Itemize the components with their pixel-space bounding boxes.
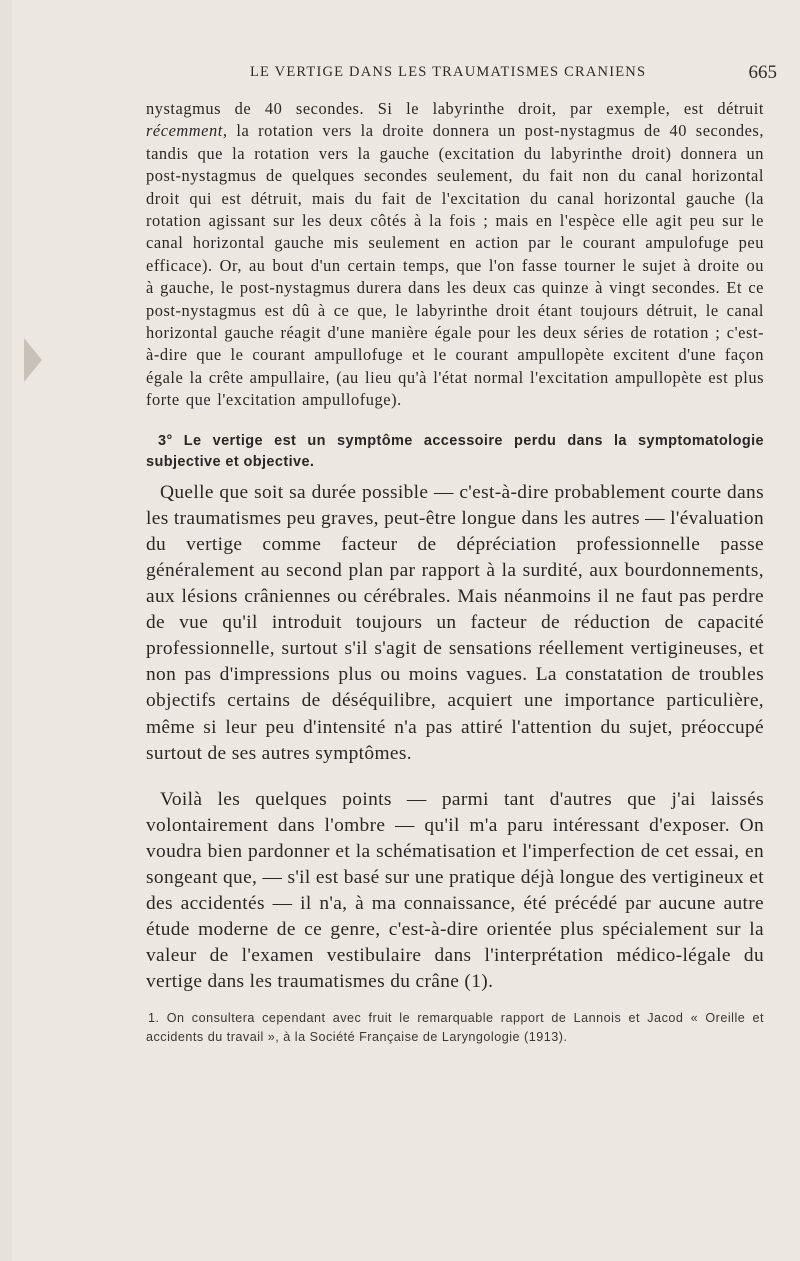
section-heading: 3° Le vertige est un symptôme accessoire perdu dans la symptomatologie subjective et objective.	[146, 432, 764, 470]
paragraph-continuation	[146, 98, 764, 412]
paragraph-1-suffix: , la rotation vers la droite donnera un post-nystagmus de 40 secondes, tandis que la rotation vers la gauche (excitation du labyrinthe droit) donnera un post-nystagmus de quelques secondes seulement, du fait non du canal horizontal droit qui est détruit, mais du fait de l'excitation du canal horizontal gauche (la rotation agissant sur les deux côtés à la fois ; mais en l'espèce elle agit peu sur le canal horizontal gauche mis seulement en action par le courant ampulofuge peu efficace). Or, au bout d'un certain temps, que l'on fasse tourner le sujet à droite ou à gauche, le post-nystagmus durera dans les deux cas quinze à vingt secondes. Et ce post-nystagmus est dû à ce que, le labyrinthe droit étant toujours détruit, le canal horizontal gauche réagit d'une manière égale pour les deux séries de rotation ; c'est-à-dire que le courant ampullofuge et le courant ampullopète excitent d'une façon égale la crête ampullaire, (au lieu qu'à l'état normal l'excitation ampullopète est plus forte que l'excitation ampullofuge).	[146, 121, 764, 410]
footnote: 1. On consultera cependant avec fruit le remarquable rapport de Lannois et Jacod « Oreille et accidents du travail », à la Société Française de Laryngologie (1913).	[146, 1011, 764, 1044]
page-number: 665	[748, 62, 777, 83]
emphasis-recemment: récemment	[146, 121, 223, 141]
page-body	[146, 98, 764, 1046]
paragraph-conclusion: Voilà les quelques points — parmi tant d'autres que j'ai laissés volontairement dans l'ombre — qu'il m'a paru intéressant d'exposer. On voudra bien pardonner et la schématisation et l'imperfection de cet essai, en songeant que, — s'il est basé sur une pratique déjà longue des vertigineux et des accidentés — il n'a, à ma connaissance, été précédé par aucune autre étude moderne de ce genre, c'est-à-dire orientée plus spécialement sur la valeur de l'examen vestibulaire dans l'interprétation médico-légale du vertige dans les traumatismes du crâne (1).	[146, 788, 764, 993]
running-head: LE VERTIGE DANS LES TRAUMATISMES CRANIENS	[250, 64, 647, 80]
page	[12, 0, 800, 1261]
binding-mark	[24, 338, 42, 382]
paragraph-vertige-evaluation: Quelle que soit sa durée possible — c'est-à-dire probablement courte dans les traumatismes peu graves, peut-être longue dans les autres — l'évaluation du vertige comme facteur de dépréciation professionnelle passe généralement au second plan par rapport à la surdité, aux bourdonnements, aux lésions crâniennes ou cérébrales. Mais néanmoins il ne faut pas perdre de vue qu'il introduit toujours un facteur de réduction de capacité professionnelle, surtout s'il s'agit de sensations réellement vertigineuses, et non pas d'impressions plus ou moins vagues. La constatation de troubles objectifs certains de déséquilibre, acquiert une importance particulière, même si leur peu d'intensité n'a pas attiré l'attention du sujet, préoccupé surtout de ses autres symptômes.	[146, 481, 764, 764]
page-header	[132, 62, 777, 86]
paragraph-1-prefix: nystagmus de 40 secondes. Si le labyrinthe droit, par exemple, est détruit	[146, 99, 764, 118]
